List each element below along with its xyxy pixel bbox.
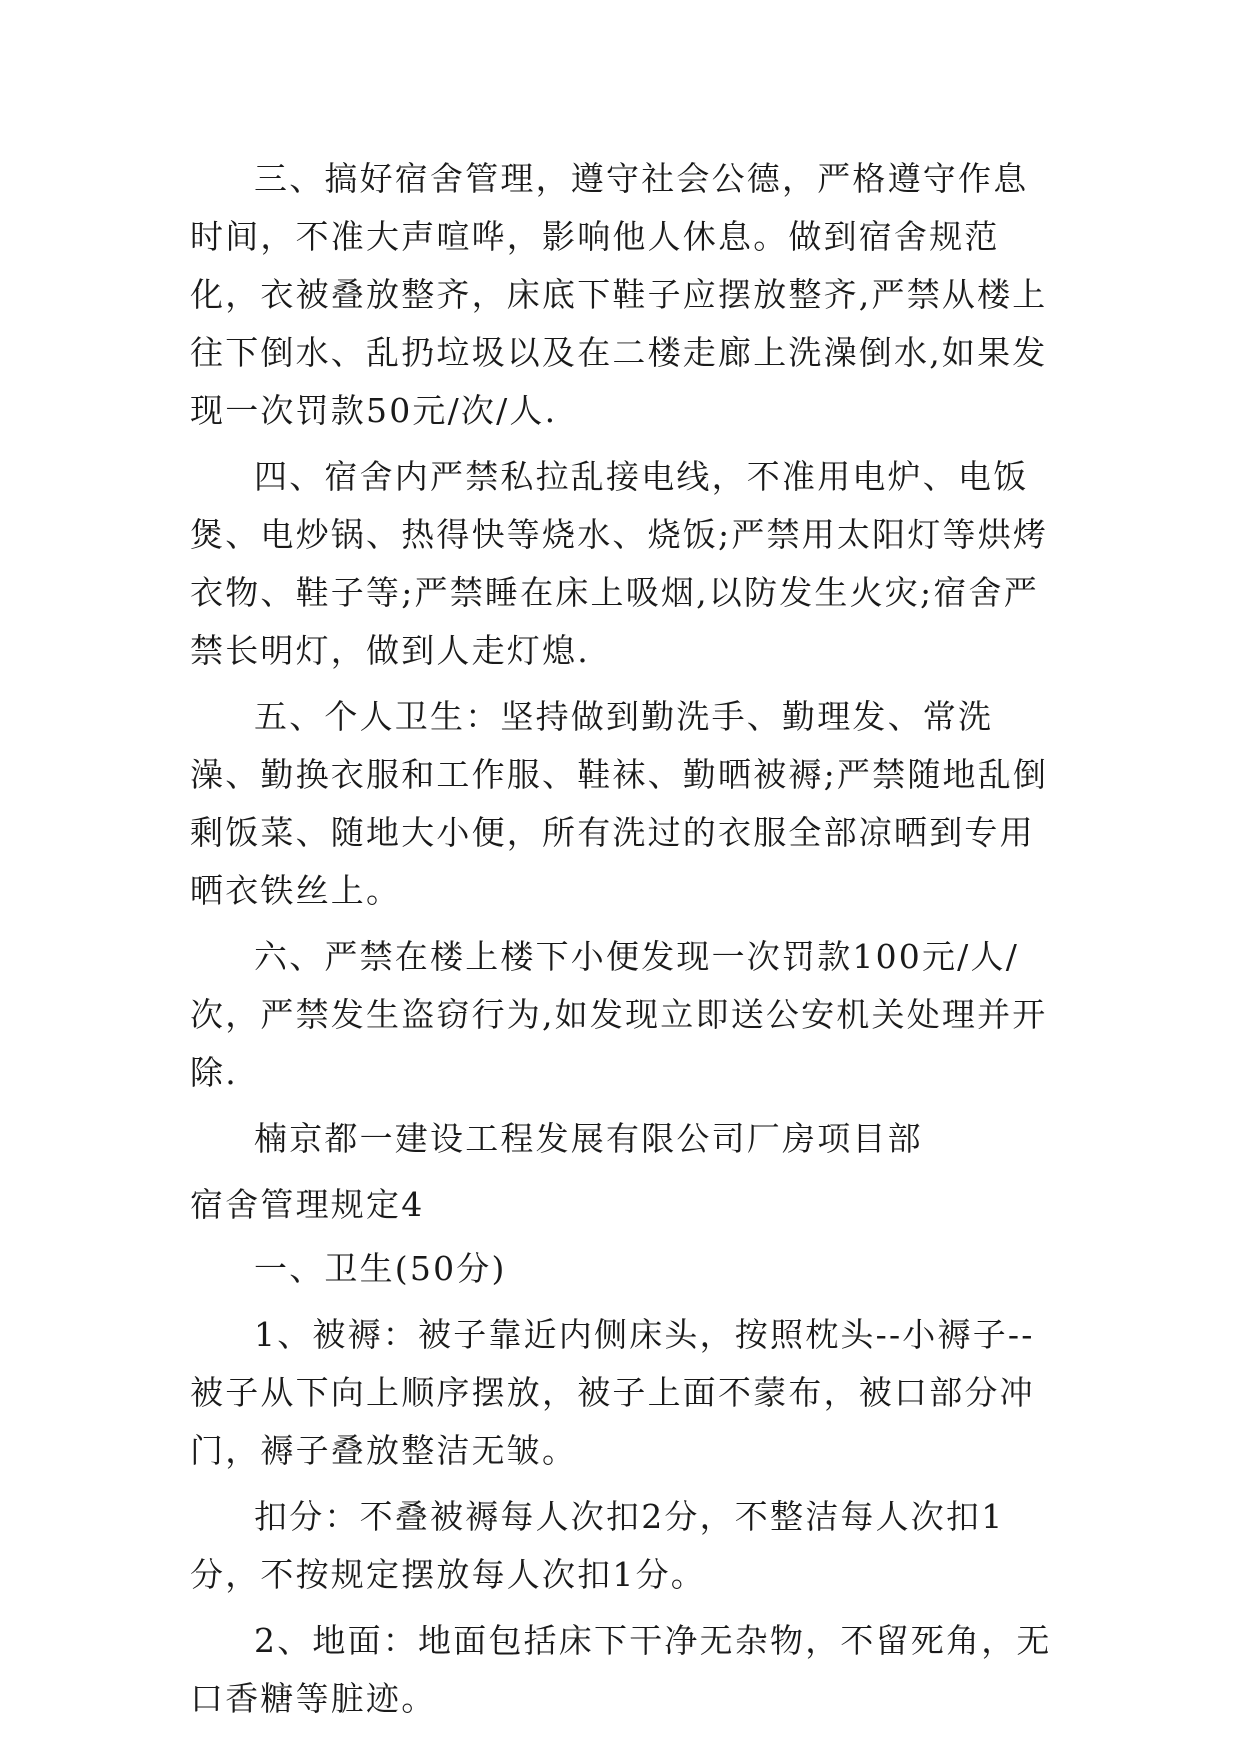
floor-rule: 2、地面：地面包括床下干净无杂物，不留死角，无口香糖等脏迹。 xyxy=(190,1621,1052,1718)
bedding-rule: 1、被褥：被子靠近内侧床头，按照枕头--小褥子--被子从下向上顺序摆放，被子上面不蒙布，被口部分冲门，褥子叠放整洁无皱。 xyxy=(190,1315,1035,1470)
hygiene-heading: 一、卫生(50分) xyxy=(254,1249,507,1288)
company-signature: 楠京都一建设工程发展有限公司厂房项目部 xyxy=(254,1119,923,1158)
paragraph-electrical-safety: 四、宿舍内严禁私拉乱接电线，不准用电炉、电饭煲、电炒锅、热得快等烧水、烧饭;严禁用太阳灯等烘烤衣物、鞋子等;严禁睡在床上吸烟,以防发生火灾;宿舍严禁长明灯，做到人走灯熄. xyxy=(190,457,1049,670)
paragraph-urination-theft: 六、严禁在楼上楼下小便发现一次罚款100元/人/次，严禁发生盗窃行为,如发现立即送公安机关处理并开除. xyxy=(190,937,1048,1092)
section-title: 宿舍管理规定4 xyxy=(190,1185,425,1224)
bedding-deduction: 扣分：不叠被褥每人次扣2分，不整洁每人次扣1分，不按规定摆放每人次扣1分。 xyxy=(190,1497,1005,1594)
document-body xyxy=(190,150,1060,1736)
paragraph-personal-hygiene: 五、个人卫生：坚持做到勤洗手、勤理发、常洗澡、勤换衣服和工作服、鞋袜、勤晒被褥;严禁随地乱倒剩饭菜、随地大小便，所有洗过的衣服全部凉晒到专用晒衣铁丝上。 xyxy=(190,697,1049,910)
paragraph-dormitory-management: 三、搞好宿舍管理，遵守社会公德，严格遵守作息时间，不准大声喧哗，影响他人休息。做到宿舍规范化，衣被叠放整齐，床底下鞋子应摆放整齐,严禁从楼上往下倒水、乱扔垃圾以及在二楼走廊上洗澡倒水,如果发现一次罚款50元/次/人. xyxy=(190,159,1048,430)
